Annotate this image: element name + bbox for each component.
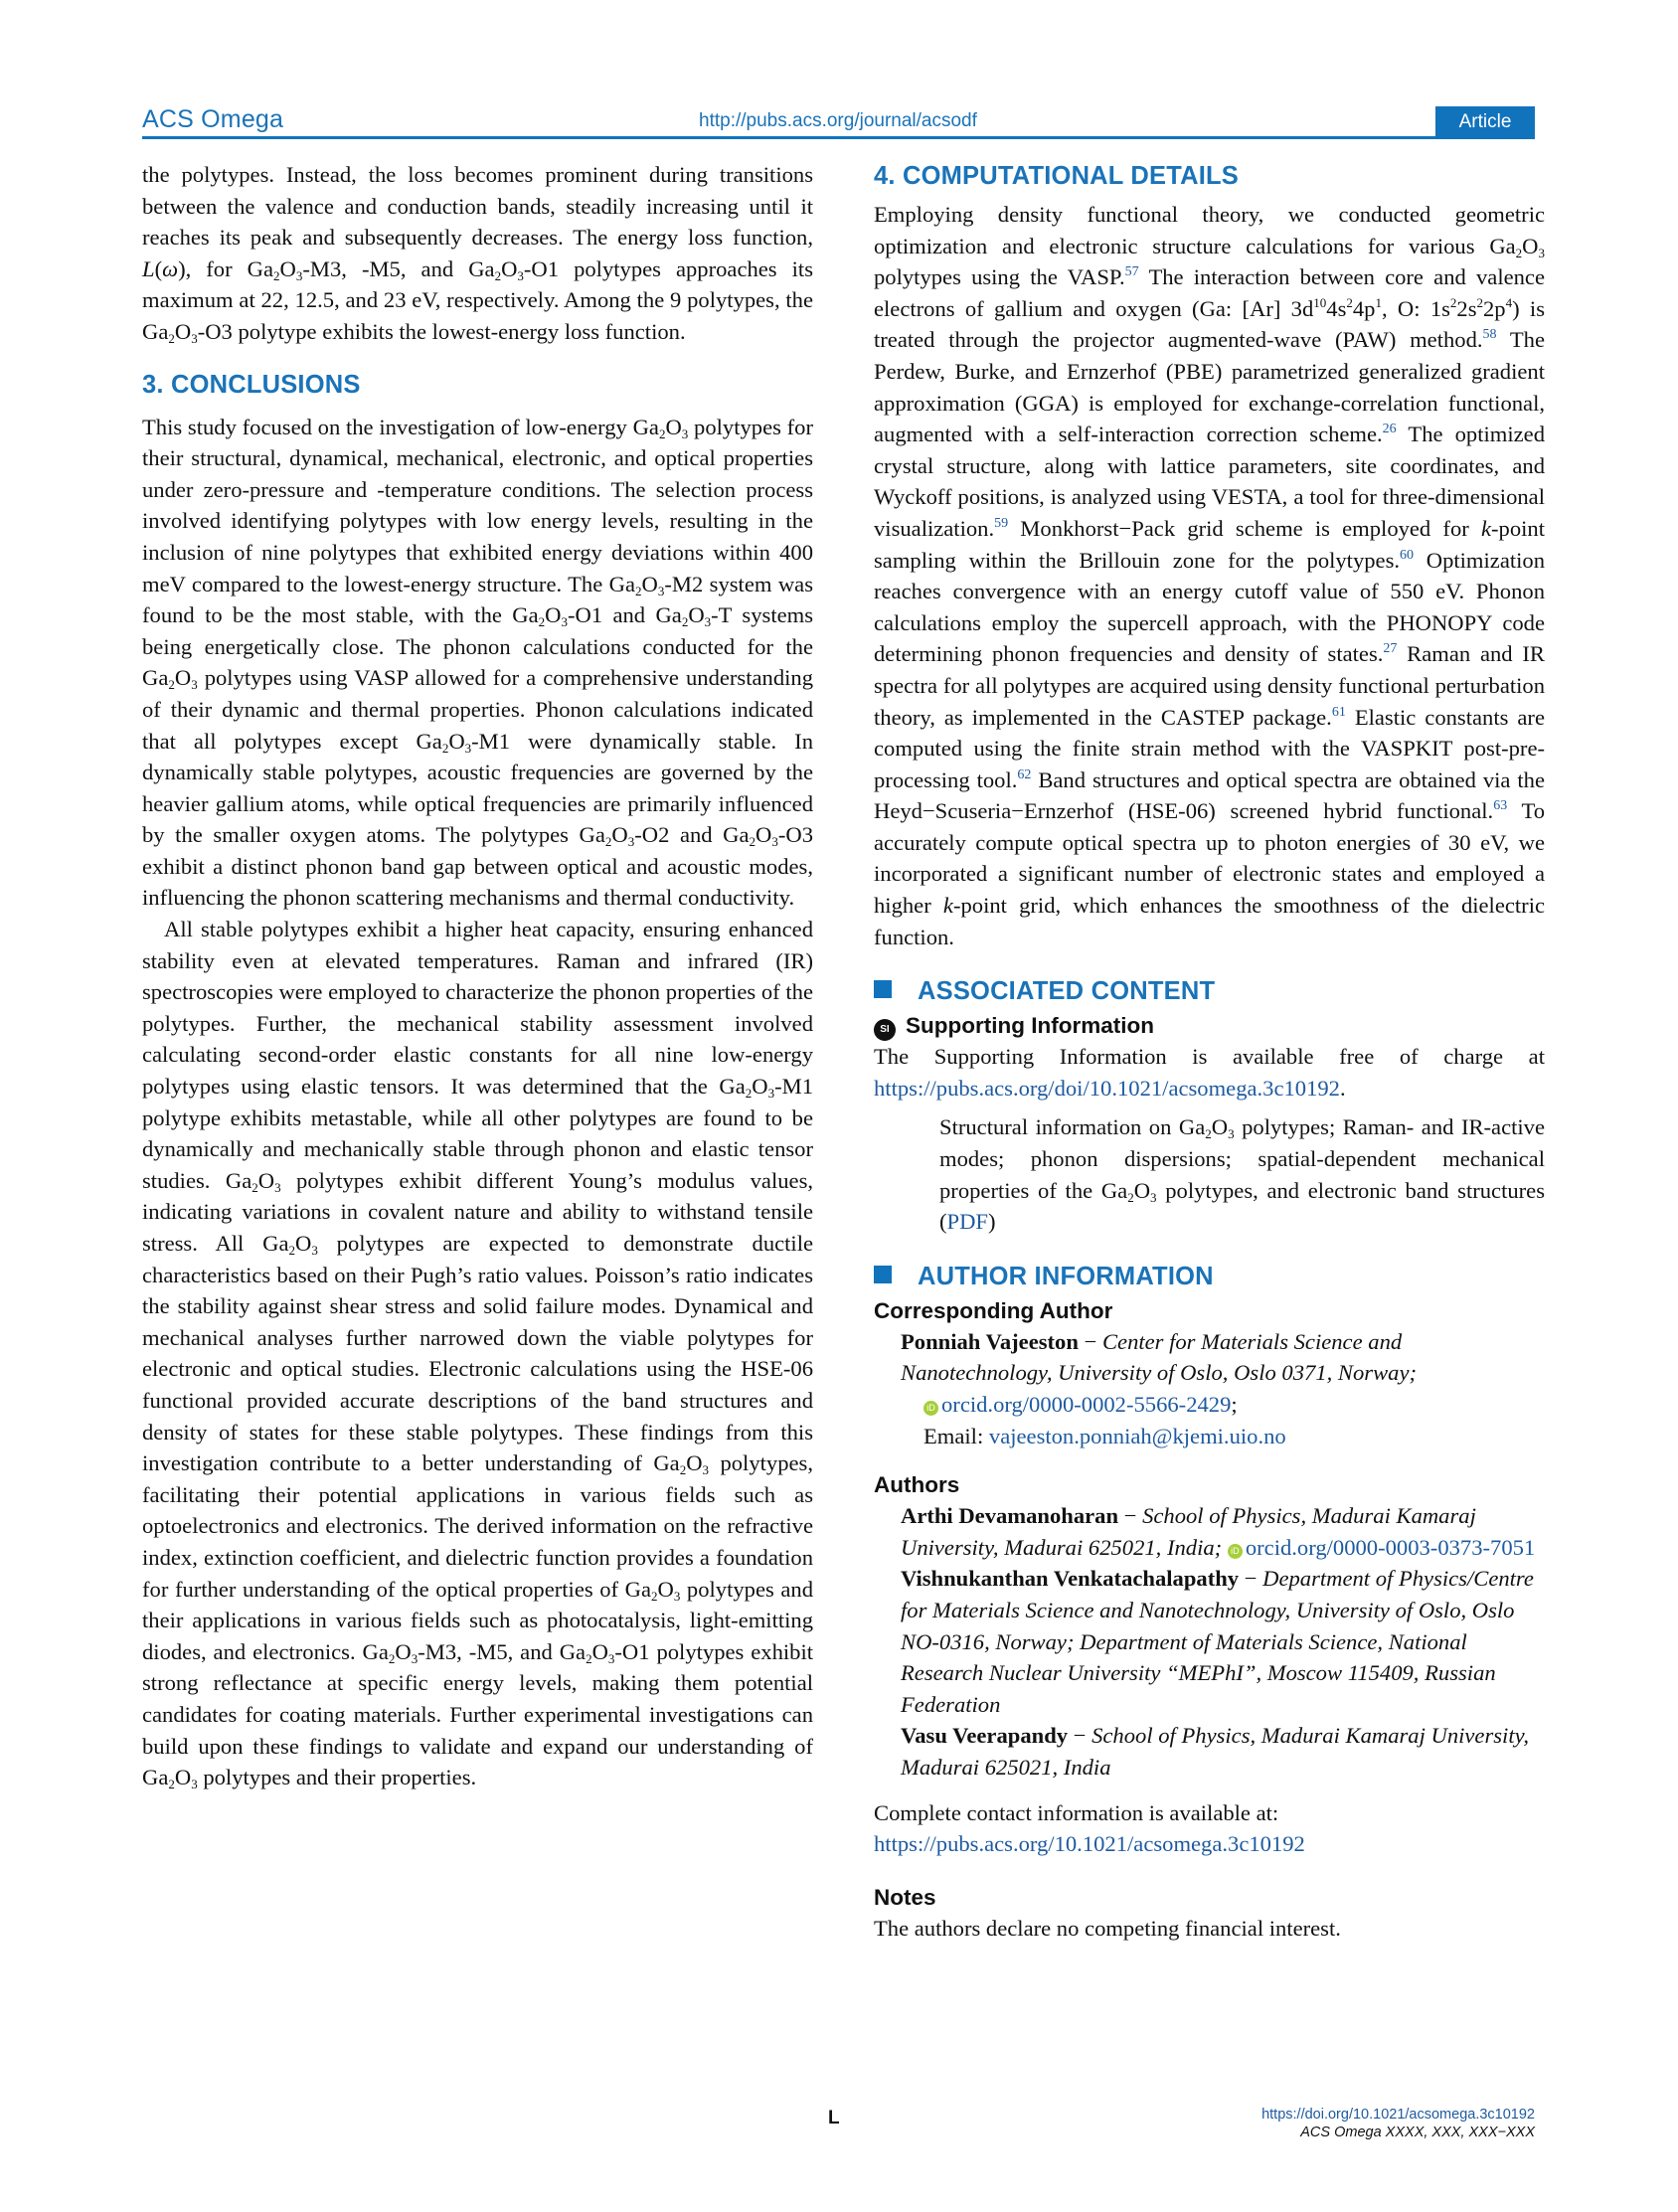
journal-url-link[interactable]: http://pubs.acs.org/journal/acsodf [699, 110, 977, 131]
conclusions-paragraph-2: All stable polytypes exhibit a higher heat capacity, ensuring enhanced stability even at elevated temperatures. Raman and infrared (IR) spectroscopies were employed to characterize the phonon properties of the polytypes. Further, the mechanical stability assessment involved calculating second-order elastic constants for all nine low-energy polytypes using elastic tensors. It was determined that the $Ga_2O_3-M1$ polytype exhibits metastable, while all other polytypes are found to be dynamically and mechanically stable through phonon and elastic tensor studies. $Ga_2O_3$ polytypes exhibit different Young’s modulus values, indicating variations in covalent nature and ability to withstand tensile stress. All $Ga_2O_3$ polytypes are expected to demonstrate ductile characteristics based on their Pugh’s ratio values. Poisson’s ratio indicates the stability against shear stress and solid failure modes. Dynamical and mechanical analyses further narrowed down the viable polytypes for electronic and optical studies. Electronic calculations using the HSE-06 functional provided accurate descriptions of the band structures and density of states for these stable polytypes. These findings from this investigation contribute to a better understanding of $Ga_2O_3$ polytypes, facilitating their potential applications in various fields such as optoelectronics and electronics. The derived information on the refractive index, extinction coefficient, and dielectric function provides a foundation for further understanding of the optical properties of $Ga_2O_3$ polytypes and their applications in various fields such as photocatalysis, light-emitting diodes, and electronics. $Ga_2O_3-M3$, -M5, and $Ga_2O_3-O1$ polytypes exhibit strong reflectance at specific energy levels, making them potential candidates for coating materials. Further experimental investigations can build upon these findings to validate and expand our understanding of $Ga_2O_3$ polytypes and their properties. [142, 917, 814, 1792]
citation-ref[interactable]: 26 [1382, 422, 1397, 437]
citation-ref[interactable]: 58 [1482, 327, 1497, 343]
author-entry: Vasu Veerapandy − School of Physics, Madurai Kamaraj University, Madurai 625021, India [901, 1723, 1530, 1780]
computational-paragraph: Employing density functional theory, we conducted geometric optimization and electronic structure calculations for various $Ga_2O_3$ polytypes using the VASP.$^{57}$ The interaction between core and valence electrons of gallium and oxygen (Ga: [Ar] $3d^{10}4s^24p^1$, O: $1s^22s^22p^4$) is treated through the projector augmented-wave (PAW) method.$^{58}$ The Perdew, Burke, and Ernzerhof (PBE) parametrized generalized gradient approximation (GGA) is employed for exchange-correlation functional, augmented with a self-interaction correction scheme.$^{26}$ The optimized crystal structure, along with lattice parameters, site coordinates, and Wyckoff positions, is analyzed using VESTA, a tool for three-dimensional visualization.$^{59}$ Monkhorst−Pack grid scheme is employed for k-point sampling within the Brillouin zone for the polytypes.$^{60}$ Optimization reaches convergence with an energy cutoff value of 550 eV. Phonon calculations employ the supercell approach, with the PHONOPY code determining phonon frequencies and density of states.$^{27}$ Raman and IR spectra for all polytypes are acquired using density functional perturbation theory, as implemented in the CASTEP package.$^{61}$ Elastic constants are computed using the finite strain method with the VASPKIT post-preprocessing tool.$^{62}$ Band structures and optical spectra are obtained via the Heyd−Scuseria−Ernzerhof (HSE-06) screened hybrid functional.$^{63}$ To accurately compute optical spectra up to photon energies of 30 eV, we incorporated a significant number of electronic states and employed a higher k-point grid, which enhances the smoothness of the dielectric function. [874, 202, 1546, 949]
left-column [142, 159, 813, 1793]
si-intro-text: The Supporting Information is available free of charge at [874, 1044, 1545, 1070]
email-label: Email: [923, 1423, 984, 1448]
contact-info [874, 1797, 1545, 1860]
author-name: Vasu Veerapandy [901, 1723, 1069, 1749]
continuation-paragraph: the polytypes. Instead, the loss becomes prominent during transitions between the valence and conduction bands, steadily increasing until it reaches its peak and subsequently decreases. The energy loss function, L(ω), for $Ga_2O_3-M3$, -M5, and $Ga_2O_3-O1$ polytypes approaches its maximum at 22, 12.5, and 23 eV, respectively. Among the 9 polytypes, the $Ga_2O_3-O3$ polytype exhibits the lowest-energy loss function. [142, 162, 813, 346]
page-header [142, 103, 1535, 139]
si-intro-paragraph: The Supporting Information is available free of charge at https://pubs.acs.org/doi/10.1021/acsomega.3c10192. [874, 1044, 1545, 1101]
citation-ref[interactable]: 60 [1400, 547, 1415, 563]
associated-content-title: ASSOCIATED CONTENT [918, 977, 1216, 1006]
page-number: L [828, 2108, 840, 2128]
author-affiliation: School of Physics, Madurai Kamaraj University, Madurai 625021, India [901, 1723, 1530, 1780]
authors-heading: Authors [874, 1472, 960, 1498]
journal-name[interactable]: ACS Omega [142, 105, 284, 133]
orcid-link[interactable]: orcid.org/0000-0002-5566-2429 [941, 1392, 1232, 1417]
conclusions-paragraph-1: This study focused on the investigation of low-energy $Ga_2O_3$ polytypes for their structural, dynamical, mechanical, electronic, and optical properties under zero-pressure and -temperature conditions. The selection process involved identifying polytypes with low energy levels, resulting in the inclusion of nine polytypes that exhibited energy deviations within 400 meV compared to the lowest-energy structure. The $Ga_2O_3-M2$ system was found to be the most stable, with the $Ga_2O_3-O1$ and $Ga_2O_3-T$ systems being energetically close. The phonon calculations conducted for the $Ga_2O_3$ polytypes using VASP allowed for a comprehensive understanding of their dynamic and thermal properties. Phonon calculations indicated that all polytypes except $Ga_2O_3-M1$ were dynamically stable. In dynamically stable polytypes, acoustic frequencies are governed by the heavier gallium atoms, while optical frequencies are primarily influenced by the smaller oxygen atoms. The polytypes $Ga_2O_3-O2$ and $Ga_2O_3-O3$ exhibit a distinct phonon band gap between optical and acoustic modes, influencing the phonon scattering mechanisms and thermal conductivity. [142, 414, 814, 911]
notes-heading: Notes [874, 1884, 936, 1910]
email-link[interactable]: vajeeston.ponniah@kjemi.uio.no [988, 1423, 1286, 1448]
right-column [874, 159, 1545, 1944]
corresponding-author-heading: Corresponding Author [874, 1297, 1113, 1323]
section-title-computational: 4. COMPUTATIONAL DETAILS [874, 162, 1239, 190]
footer-citation [1261, 2106, 1535, 2141]
contact-text: Complete contact information is available at: [874, 1799, 1279, 1825]
supporting-info-title: Supporting Information [906, 1013, 1154, 1039]
author-entry: Vishnukanthan Venkatachalapathy − Department of Physics/Centre for Materials Science and Nanotechnology, University of Oslo, Oslo NO-0316, Norway; Department of Materials Science, National Research Nuclear University “MEPhI”, Moscow 115409, Russian Federation [901, 1566, 1534, 1717]
author-name: Ponniah Vajeeston [901, 1328, 1079, 1354]
citation-ref[interactable]: 59 [994, 515, 1009, 531]
notes-text: The authors declare no competing financial interest. [874, 1915, 1341, 1941]
author-affiliation: Center for Materials Science and Nanotechnology, University of Oslo, Oslo 0371, Norway; [901, 1328, 1417, 1386]
supporting-information-heading [874, 1010, 1545, 1041]
si-link[interactable]: https://pubs.acs.org/doi/10.1021/acsomega.3c10192 [874, 1075, 1340, 1101]
orcid-icon: iD [923, 1401, 938, 1416]
section-title-associated-content [874, 974, 1545, 1008]
article-type-badge: Article [1435, 106, 1535, 138]
citation-ref[interactable]: 27 [1383, 641, 1398, 657]
citation-ref[interactable]: 57 [1124, 264, 1139, 280]
section-title-conclusions: 3. CONCLUSIONS [142, 370, 361, 399]
footer-journal-citation: ACS Omega XXXX, XXX, XXX−XXX [1300, 2125, 1535, 2140]
citation-ref[interactable]: 63 [1493, 798, 1508, 814]
section-title-author-information [874, 1260, 1545, 1293]
contact-link[interactable]: https://pubs.acs.org/10.1021/acsomega.3c10192 [874, 1831, 1305, 1857]
author-name: Arthi Devamanoharan [901, 1503, 1119, 1529]
orcid-icon: iD [1228, 1544, 1243, 1559]
supporting-info-icon: SI [874, 1019, 896, 1041]
citation-ref[interactable]: 62 [1017, 766, 1032, 782]
corresponding-author-entry: Ponniah Vajeeston − Center for Materials Science and Nanotechnology, University of Oslo, Oslo 0371, Norway; iD orcid.org/0000-0002-5566-2429; Email: vajeeston.ponniah@kjemi.uio.no [901, 1328, 1417, 1448]
footer-doi-link[interactable]: https://doi.org/10.1021/acsomega.3c10192 [1261, 2107, 1535, 2123]
author-name: Vishnukanthan Venkatachalapathy [901, 1566, 1240, 1592]
header-rule [142, 136, 1535, 139]
orcid-link[interactable]: orcid.org/0000-0003-0373-7051 [1245, 1534, 1536, 1560]
section-square-icon [874, 1266, 892, 1283]
citation-ref[interactable]: 61 [1331, 704, 1346, 720]
section-square-icon [874, 980, 892, 998]
author-entry: Arthi Devamanoharan − School of Physics, Madurai Kamaraj University, Madurai 625021, India; iD orcid.org/0000-0003-0373-7051 [901, 1503, 1536, 1560]
si-description: Structural information on $Ga_2O_3$ polytypes; Raman- and IR-active modes; phonon dispersions; spatial-dependent mechanical properties of the $Ga_2O_3$ polytypes, and electronic band structures (PDF) [939, 1114, 1545, 1235]
author-information-title: AUTHOR INFORMATION [918, 1262, 1214, 1290]
author-affiliation: Department of Physics/Centre for Materials Science and Nanotechnology, University of Oslo, Oslo NO-0316, Norway; Department of Materials Science, National Research Nuclear University “MEPhI”, Moscow 115409, Russian Federation [901, 1566, 1534, 1717]
author-affiliation: School of Physics, Madurai Kamaraj University, Madurai 625021, India; [901, 1503, 1476, 1560]
si-pdf-link[interactable]: PDF [946, 1209, 988, 1235]
